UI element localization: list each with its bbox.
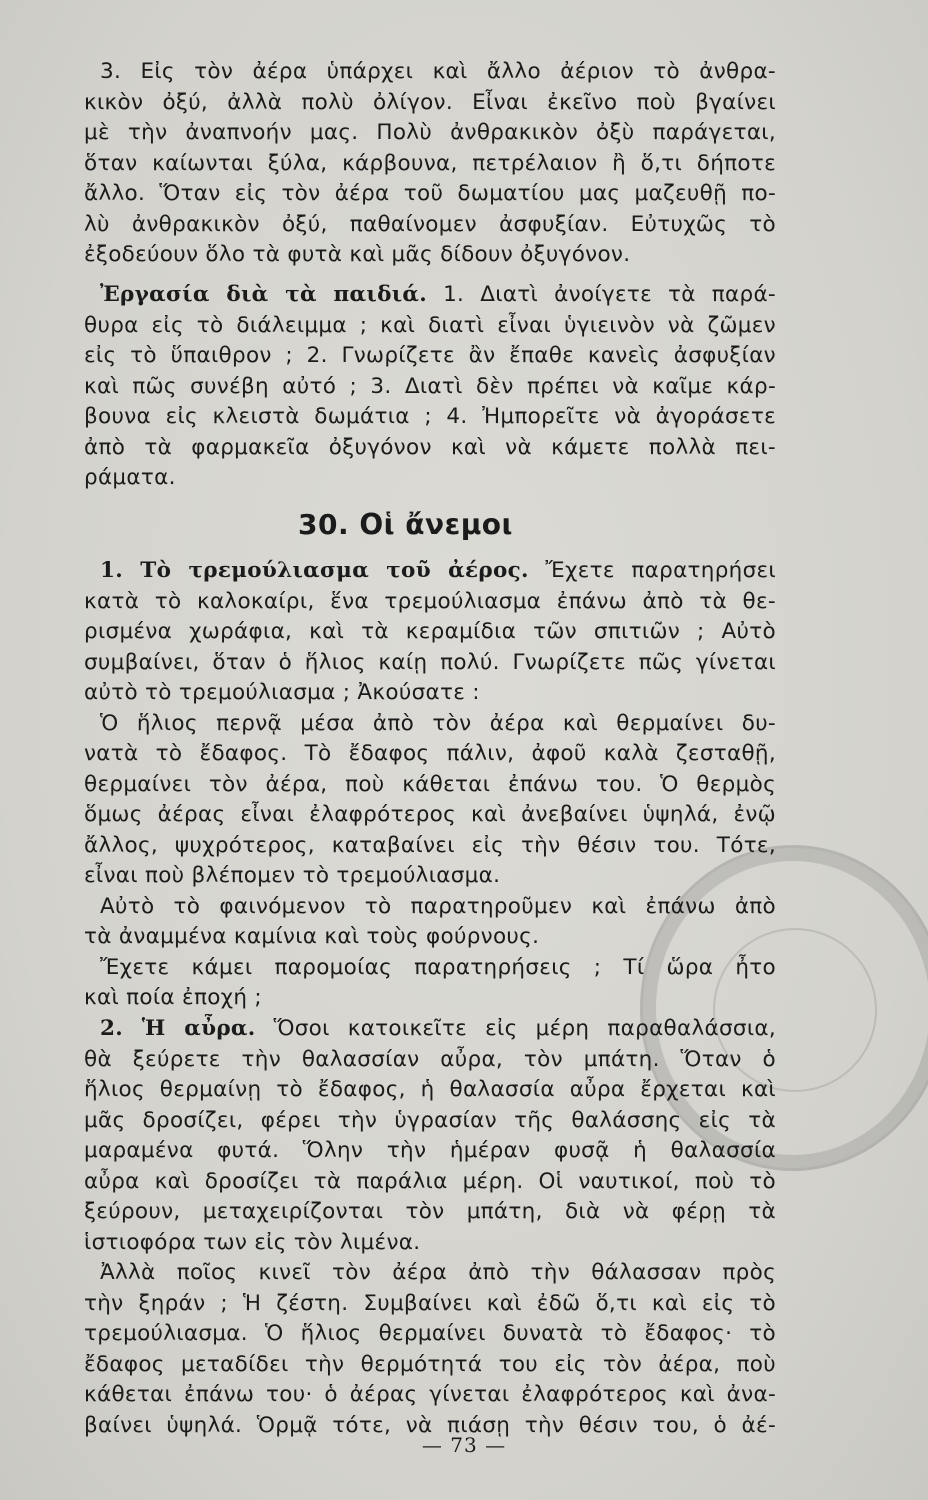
text-line: βαίνει ὑψηλά. Ὁρμᾷ τότε, νὰ πιάσῃ τὴν θέσιν του, ὁ ἀέ- [84,1412,776,1438]
text-line: νατὰ τὸ ἔδαφος. Τὸ ἔδαφος πάλιν, ἀφοῦ καλὰ ζεσταθῇ, [84,741,776,766]
text-line [84,556,776,587]
text-line: κατὰ τὸ καλοκαίρι, ἕνα τρεμούλιασμα ἐπάνω ἀπὸ τὰ θε- [84,588,776,614]
page-number: — 73 — [421,1433,507,1457]
text-fragment: 1. Διατὶ ἀνοίγετε τὰ παρά- [427,282,776,307]
text-line: ἄλλος, ψυχρότερος, καταβαίνει εἰς τὴν θέσιν του. Τότε, [84,832,776,858]
text-line: λὺ ἀνθρακικὸν ὀξύ, παθαίνομεν ἀσφυξίαν. Εὐτυχῶς τὸ [84,211,776,237]
text-line: Ὁ ἥλιος περνᾷ μέσα ἀπὸ τὸν ἀέρα καὶ θερμαίνει δυ- [100,710,776,736]
text-line: μᾶς δροσίζει, φέρει τὴν ὑγρασίαν τῆς θαλάσσης εἰς τὰ [84,1107,776,1133]
text-line: αὐτὸ τὸ τρεμούλιασμα ; Ἀκούσατε : [84,680,480,705]
text-line: βουνα εἰς κλειστὰ δωμάτια ; 4. Ἠμπορεῖτε νὰ ἀγοράσετε [84,404,776,429]
text-line: συμβαίνει, ὅταν ὁ ἥλιος καίῃ πολύ. Γνωρίζετε πῶς γίνεται [84,649,776,675]
text-line: ἔδαφος μεταδίδει τὴν θερμότητά του εἰς τὸν ἀέρα, ποὺ [84,1351,776,1377]
text-line: ἐξοδεύουν ὅλο τὰ φυτὰ καὶ μᾶς δίδουν ὀξυγόνον. [84,242,631,267]
text-line: καὶ ποία ἐποχή ; [84,985,262,1010]
text-line: εἶναι ποὺ βλέπομεν τὸ τρεμούλιασμα. [84,863,501,888]
text-line: ράματα. [84,465,176,490]
subsection-shimmer [84,556,776,1014]
text-line [84,280,776,311]
text-line: Ἀλλὰ ποῖος κινεῖ τὸν ἀέρα ἀπὸ τὴν θάλασσαν πρὸς [100,1260,776,1285]
text-line: ὅμως ἀέρας εἶναι ἐλαφρότερος καὶ ἀνεβαίνει ὑψηλά, ἐνῷ [84,802,776,827]
text-line: θερμαίνει τὸν ἀέρα, ποὺ κάθεται ἐπάνω του. Ὁ θερμὸς [84,771,776,797]
text-line: μαραμένα φυτά. Ὅλην τὴν ἡμέραν φυσᾷ ἡ θαλασσία [84,1138,776,1163]
text-line: ἥλιος θερμαίνῃ τὸ ἔδαφος, ἡ θαλασσία αὖρα ἔρχεται καὶ [84,1077,776,1102]
paragraph-exercises [84,280,776,494]
text-line: τὰ ἀναμμένα καμίνια καὶ τοὺς φούρνους. [84,924,540,949]
subsection-heading: 1. Τὸ τρεμούλιασμα τοῦ ἀέρος. [100,558,529,583]
text-line: μὲ τὴν ἀναπνοήν μας. Πολὺ ἀνθρακικὸν ὀξὺ παράγεται, [84,120,776,145]
paragraph-air-co2 [84,57,776,271]
subsection-sea-breeze [84,1014,776,1441]
text-line: κικὸν ὀξύ, ἀλλὰ πολὺ ὀλίγον. Εἶναι ἐκεῖνο ποὺ βγαίνει [84,89,776,115]
text-line: Ἔχετε κάμει παρομοίας παρατηρήσεις ; Τί ὥρα ἦτο [100,954,776,980]
text-line: ξεύρουν, μεταχειρίζονται τὸν μπάτη, διὰ νὰ φέρῃ τὰ [84,1199,776,1224]
exercises-heading: Ἐργασία διὰ τὰ παιδιά. [100,282,428,307]
text-line: 3. Εἰς τὸν ἀέρα ὑπάρχει καὶ ἄλλο ἀέριον τὸ ἀνθρα- [100,59,776,84]
section-title: 30. Οἱ ἄνεμοι [298,508,513,541]
text-line: ἄλλο. Ὅταν εἰς τὸν ἀέρα τοῦ δωματίου μας μαζευθῇ πο- [84,181,776,206]
text-fragment: Ὅσοι κατοικεῖτε εἰς μέρη παραθαλάσσια, [255,1016,776,1041]
text-line: ἀπὸ τὰ φαρμακεῖα ὀξυγόνον καὶ νὰ κάμετε πολλὰ πει- [84,434,776,460]
text-line: τὴν ξηράν ; Ἡ ζέστη. Συμβαίνει καὶ ἐδῶ ὅ,τι καὶ εἰς τὸ [84,1290,776,1316]
text-line: θυρα εἰς τὸ διάλειμμα ; καὶ διατὶ εἶναι ὑγιεινὸν νὰ ζῶμεν [84,312,776,338]
text-line: θὰ ξεύρετε τὴν θαλασσίαν αὖρα, τὸν μπάτη. Ὅταν ὁ [84,1046,776,1072]
subsection-heading: 2. Ἡ αὖρα. [100,1016,256,1041]
text-line: Αὐτὸ τὸ φαινόμενον τὸ παρατηροῦμεν καὶ ἐπάνω ἀπὸ [100,893,776,919]
text-line: αὖρα καὶ δροσίζει τὰ παράλια μέρη. Οἱ ναυτικοί, ποὺ τὸ [84,1168,776,1194]
text-line: εἰς τὸ ὕπαιθρον ; 2. Γνωρίζετε ἂν ἔπαθε κανεὶς ἀσφυξίαν [84,343,776,368]
text-line: τρεμούλιασμα. Ὁ ἥλιος θερμαίνει δυνατὰ τὸ ἔδαφος· τὸ [84,1321,776,1346]
text-line: καὶ πῶς συνέβη αὐτό ; 3. Διατὶ δὲν πρέπει νὰ καῖμε κάρ- [84,373,776,399]
text-line: ρισμένα χωράφια, καὶ τὰ κεραμίδια τῶν σπιτιῶν ; Αὐτὸ [84,619,776,644]
text-line: ὅταν καίωνται ξύλα, κάρβουνα, πετρέλαιον ἢ ὅ,τι δήποτε [84,150,776,176]
text-fragment: Ἔχετε παρατηρήσει [528,558,776,583]
text-line: κάθεται ἐπάνω του· ὁ ἀέρας γίνεται ἐλαφρότερος καὶ ἀνα- [84,1382,776,1407]
text-line: ἱστιοφόρα των εἰς τὸν λιμένα. [84,1229,421,1255]
text-line [84,1014,776,1045]
